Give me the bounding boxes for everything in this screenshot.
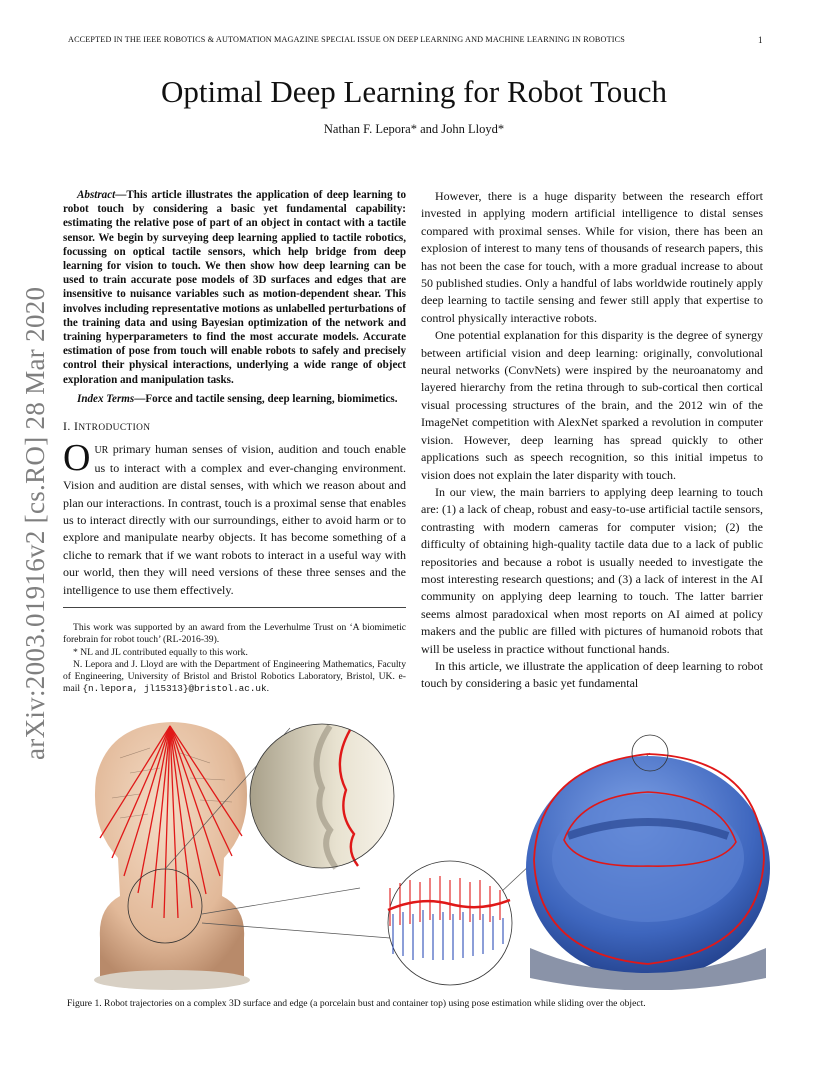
section-number: I. — [63, 419, 75, 434]
footnote-funding: This work was supported by an award from the Leverhulme Trust on ‘A biomimetic forebrain for robot touch’ (RL-2016-39). — [63, 622, 406, 646]
intro-paragraph-1 — [63, 437, 406, 599]
right-paragraph-1: However, there is a huge disparity between the research effort invested in applying modern artificial intelligence to distal senses compared with proximal senses. While for vision, there has been an explosion of interest to many tens of thousands of research papers, this has not been the case for touch, with a more gradual increase to about 50 published studies. Only a handful of labs worldwide routinely apply deep learning to tactile sensing and fewer still apply that expertise to control physically interactive robots. — [421, 189, 763, 325]
footnote-email: {n.lepora, jl15313}@bristol.ac.uk — [82, 683, 267, 695]
paper-title: Optimal Deep Learning for Robot Touch — [160, 74, 668, 109]
page-number: 1 — [758, 35, 763, 45]
abstract-text: This article illustrates the application of deep learning to robot touch by considering a basic yet fundamental capability: estimating the relative pose of part of an object in contact with a tactile sensor. We begin by surveying deep learning applied to tactile robotics, focussing on optical tactile sensors, which help bridge from deep learning for vision to touch. We then show how deep learning can be used to train accurate pose models of 3D surfaces and edges that are insensitive to nuisance variables such as motion-dependent shear. This involves including representative motions as unlabelled perturbations of the training data and using Bayesian optimization of the network and training hyperparameters to find the most accurate models. Accurate estimation of pose from touch will enable robots to safely and precisely control their physical interactions, underlying a wide range of object exploration and manipulation tasks. — [63, 189, 406, 386]
figure-1 — [60, 718, 772, 990]
section-title-rest: NTRODUCTION — [78, 423, 151, 434]
abstract-label: Abstract — [77, 189, 116, 201]
section-title-initial: I — [74, 419, 79, 434]
index-terms-text: Force and tactile sensing, deep learning, biomimetics. — [145, 392, 398, 405]
footnote-affiliation-text: N. Lepora and J. Lloyd are with the Department of Engineering Mathematics, Faculty of Engineering, University of Bristol and Bristol Robotics Laboratory, Bristol, UK. e-mail — [63, 658, 406, 695]
footnote-affiliation-end: . — [266, 683, 269, 695]
container-top-image — [526, 735, 770, 990]
footnote-affiliation — [63, 659, 406, 696]
author-list: Nathan F. Lepora* and John Lloyd* — [323, 122, 505, 136]
index-terms-dash: — — [134, 392, 146, 405]
section-heading-introduction — [63, 418, 406, 437]
figure-1-caption: Figure 1. Robot trajectories on a complex 3D surface and edge (a porcelain bust and container top) using pose estimation while sliding over the object. — [67, 998, 646, 1009]
index-terms — [63, 392, 406, 406]
profile-closeup-image — [250, 724, 394, 868]
running-head: ACCEPTED IN THE IEEE ROBOTICS & AUTOMATION MAGAZINE SPECIAL ISSUE ON DEEP LEARNING AND MACHINE LEARNING IN ROBOTICS — [68, 35, 625, 44]
intro-paragraph-1-text: primary human senses of vision, audition and touch enable us to interact with a complex and ever-changing environment. Vision and audition are distal senses, with which we reason about and plan our interactions. In contrast, touch is a proximal sense that enables us to interact directly with our surroundings, either to avoid harm or to explore and manipulate nearby objects. It has become something of a cliche to remark that if we want robots to interact in a useful way with our world, then they will need versions of these three senses and the intelligence to use them effectively. — [63, 442, 406, 597]
drop-cap: O — [63, 437, 91, 480]
index-terms-label: Index Terms — [77, 392, 135, 405]
porcelain-bust-image — [94, 722, 250, 990]
footnote-equal-contribution: * NL and JL contributed equally to this work. — [73, 646, 248, 658]
abstract — [63, 188, 406, 387]
right-column — [421, 188, 763, 693]
arxiv-identifier-stamp: arXiv:2003.01916v2 [cs.RO] 28 Mar 2020 — [20, 286, 50, 760]
right-paragraph-2: One potential explanation for this disparity is the degree of synergy between artificial vision and deep learning: originally, convolutional neural networks (ConvNets) were inspired by the neuroanatomy and layered hierarchy from the retina through to sub-cortical then cortical visual processing structures of the brain, and the 2012 win of the ImageNet competition with AlexNet sparked a revolution in computer vision. However, deep learning has spread quickly to other applications such as speech recognition, so this initial impetus to vision does not explain the later disparity with touch. — [421, 328, 763, 482]
trajectory-closeup-image — [388, 861, 512, 985]
right-paragraph-3: In our view, the main barriers to applying deep learning to touch are: (1) a lack of cheap, robust and easy-to-use artificial tactile sensors, contrasting with modern cameras for computer vision; (2) the difficulty of obtaining high-quality tactile data due to a lack of public repositories and because a robot is usually needed to investigate the most interesting research questions; and (3) a lack of interest in the AI community on applying deep learning to touch. The latter barrier seems almost paradoxical when most reports on AI aimed at policy makers and the public are filled with pictures of humanoid robots that will be useless in practice without functional hands. — [421, 484, 763, 656]
figure-1-illustration — [60, 718, 772, 990]
first-word-smallcaps: UR — [94, 445, 109, 457]
left-column — [63, 188, 406, 695]
right-paragraph-4: In this article, we illustrate the application of deep learning to robot touch by considering a basic yet fundamental — [421, 658, 763, 691]
footnotes — [63, 607, 406, 695]
abstract-dash: — — [115, 189, 127, 201]
